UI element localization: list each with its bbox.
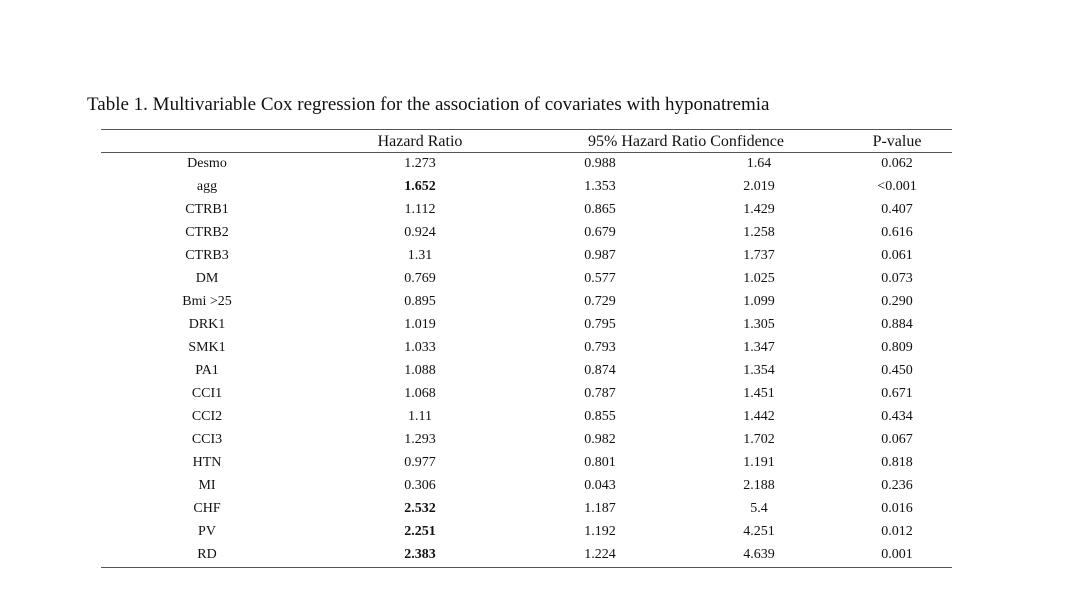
p-value-cell: 0.061 bbox=[881, 248, 913, 263]
ci-upper-cell: 1.099 bbox=[743, 294, 775, 309]
p-value-cell: 0.884 bbox=[881, 317, 913, 332]
ci-upper-cell: 1.737 bbox=[743, 248, 775, 263]
hazard-ratio-cell: 0.306 bbox=[404, 478, 436, 493]
table-row bbox=[101, 452, 952, 475]
table-row bbox=[101, 521, 952, 544]
table-row bbox=[101, 383, 952, 406]
ci-lower-cell: 0.043 bbox=[584, 478, 616, 493]
covariate-cell: HTN bbox=[192, 455, 222, 470]
ci-lower-cell: 0.729 bbox=[584, 294, 616, 309]
p-value-cell: 0.809 bbox=[881, 340, 913, 355]
ci-upper-cell: 1.191 bbox=[743, 455, 775, 470]
table-row bbox=[101, 406, 952, 429]
ci-lower-cell: 0.795 bbox=[584, 317, 616, 332]
ci-upper-cell: 1.451 bbox=[743, 386, 775, 401]
hazard-ratio-cell: 0.895 bbox=[404, 294, 436, 309]
ci-lower-cell: 0.874 bbox=[584, 363, 616, 378]
covariate-cell: Desmo bbox=[187, 156, 227, 171]
covariate-cell: CCI3 bbox=[191, 432, 223, 447]
table-row bbox=[101, 199, 952, 222]
ci-lower-cell: 1.192 bbox=[584, 524, 616, 539]
ci-lower-cell: 0.793 bbox=[584, 340, 616, 355]
table-row bbox=[101, 268, 952, 291]
hazard-ratio-cell: 0.769 bbox=[404, 271, 436, 286]
p-value-cell: 0.616 bbox=[881, 225, 913, 240]
ci-upper-cell: 1.702 bbox=[743, 432, 775, 447]
hazard-ratio-cell: 1.273 bbox=[404, 156, 436, 171]
p-value-cell: 0.062 bbox=[881, 156, 913, 171]
header-hazard-ratio: Hazard Ratio bbox=[377, 133, 463, 150]
p-value-cell: 0.290 bbox=[881, 294, 913, 309]
hazard-ratio-cell: 1.652 bbox=[404, 179, 436, 194]
hazard-ratio-cell: 1.033 bbox=[404, 340, 436, 355]
table-caption: Table 1. Multivariable Cox regression for the association of covariates with hyponatremia bbox=[87, 94, 770, 115]
table-row bbox=[101, 176, 952, 199]
hazard-ratio-cell: 1.088 bbox=[404, 363, 436, 378]
covariate-cell: Bmi >25 bbox=[182, 294, 232, 309]
ci-lower-cell: 0.987 bbox=[584, 248, 616, 263]
table-row bbox=[101, 429, 952, 452]
table-row bbox=[101, 360, 952, 383]
covariate-cell: DM bbox=[195, 271, 219, 286]
p-value-cell: 0.012 bbox=[881, 524, 913, 539]
hazard-ratio-cell: 2.251 bbox=[404, 524, 436, 539]
table-row bbox=[101, 475, 952, 498]
header-confidence-interval: 95% Hazard Ratio Confidence bbox=[588, 133, 784, 150]
table-row bbox=[101, 337, 952, 360]
covariate-cell: CCI2 bbox=[191, 409, 223, 424]
covariate-cell: CTRB3 bbox=[185, 248, 229, 263]
p-value-cell: 0.671 bbox=[881, 386, 913, 401]
covariate-cell: CHF bbox=[193, 501, 221, 516]
ci-upper-cell: 1.305 bbox=[743, 317, 775, 332]
table-row bbox=[101, 222, 952, 245]
ci-upper-cell: 2.019 bbox=[743, 179, 775, 194]
ci-upper-cell: 2.188 bbox=[743, 478, 775, 493]
hazard-ratio-cell: 0.977 bbox=[404, 455, 436, 470]
ci-lower-cell: 0.855 bbox=[584, 409, 616, 424]
covariate-cell: CCI1 bbox=[191, 386, 223, 401]
p-value-cell: 0.067 bbox=[881, 432, 913, 447]
hazard-ratio-cell: 0.924 bbox=[404, 225, 436, 240]
hazard-ratio-cell: 1.068 bbox=[404, 386, 436, 401]
header-p-value: P-value bbox=[872, 133, 922, 150]
table-row bbox=[101, 245, 952, 268]
hazard-ratio-cell: 2.532 bbox=[404, 501, 436, 516]
p-value-cell: 0.236 bbox=[881, 478, 913, 493]
hazard-ratio-cell: 1.112 bbox=[404, 202, 436, 217]
table-body bbox=[101, 153, 952, 567]
p-value-cell: 0.450 bbox=[881, 363, 913, 378]
p-value-cell: 0.073 bbox=[881, 271, 913, 286]
p-value-cell: 0.016 bbox=[881, 501, 913, 516]
hazard-ratio-cell: 1.31 bbox=[407, 248, 433, 263]
p-value-cell: 0.434 bbox=[881, 409, 913, 424]
ci-upper-cell: 1.442 bbox=[743, 409, 775, 424]
ci-upper-cell: 1.258 bbox=[743, 225, 775, 240]
ci-lower-cell: 0.982 bbox=[584, 432, 616, 447]
ci-lower-cell: 0.577 bbox=[584, 271, 616, 286]
table-row bbox=[101, 153, 952, 176]
table-header-row bbox=[101, 130, 952, 152]
covariate-cell: CTRB1 bbox=[185, 202, 229, 217]
p-value-cell: 0.407 bbox=[881, 202, 913, 217]
table-row bbox=[101, 291, 952, 314]
table-row bbox=[101, 544, 952, 567]
bottom-rule bbox=[101, 567, 952, 568]
ci-lower-cell: 0.679 bbox=[584, 225, 616, 240]
ci-upper-cell: 1.025 bbox=[743, 271, 775, 286]
p-value-cell: 0.818 bbox=[881, 455, 913, 470]
ci-lower-cell: 0.787 bbox=[584, 386, 616, 401]
hazard-ratio-cell: 1.293 bbox=[404, 432, 436, 447]
ci-lower-cell: 0.801 bbox=[584, 455, 616, 470]
hazard-ratio-cell: 1.019 bbox=[404, 317, 436, 332]
hazard-ratio-cell: 1.11 bbox=[408, 409, 432, 424]
ci-lower-cell: 1.224 bbox=[584, 547, 616, 562]
ci-lower-cell: 1.187 bbox=[584, 501, 616, 516]
ci-lower-cell: 1.353 bbox=[584, 179, 616, 194]
cox-regression-table bbox=[101, 129, 952, 568]
ci-upper-cell: 5.4 bbox=[750, 501, 768, 516]
covariate-cell: agg bbox=[196, 179, 218, 194]
ci-upper-cell: 4.639 bbox=[743, 547, 775, 562]
covariate-cell: CTRB2 bbox=[185, 225, 229, 240]
p-value-cell: <0.001 bbox=[877, 179, 917, 194]
covariate-cell: MI bbox=[198, 478, 216, 493]
table-row bbox=[101, 498, 952, 521]
ci-upper-cell: 1.354 bbox=[743, 363, 775, 378]
covariate-cell: RD bbox=[197, 547, 217, 562]
p-value-cell: 0.001 bbox=[881, 547, 913, 562]
hazard-ratio-cell: 2.383 bbox=[404, 547, 436, 562]
ci-upper-cell: 1.64 bbox=[746, 156, 772, 171]
ci-upper-cell: 1.347 bbox=[743, 340, 775, 355]
ci-lower-cell: 0.988 bbox=[584, 156, 616, 171]
ci-upper-cell: 4.251 bbox=[743, 524, 775, 539]
table-row bbox=[101, 314, 952, 337]
covariate-cell: SMK1 bbox=[188, 340, 226, 355]
covariate-cell: DRK1 bbox=[188, 317, 226, 332]
ci-upper-cell: 1.429 bbox=[743, 202, 775, 217]
covariate-cell: PV bbox=[198, 524, 216, 539]
covariate-cell: PA1 bbox=[195, 363, 219, 378]
ci-lower-cell: 0.865 bbox=[584, 202, 616, 217]
